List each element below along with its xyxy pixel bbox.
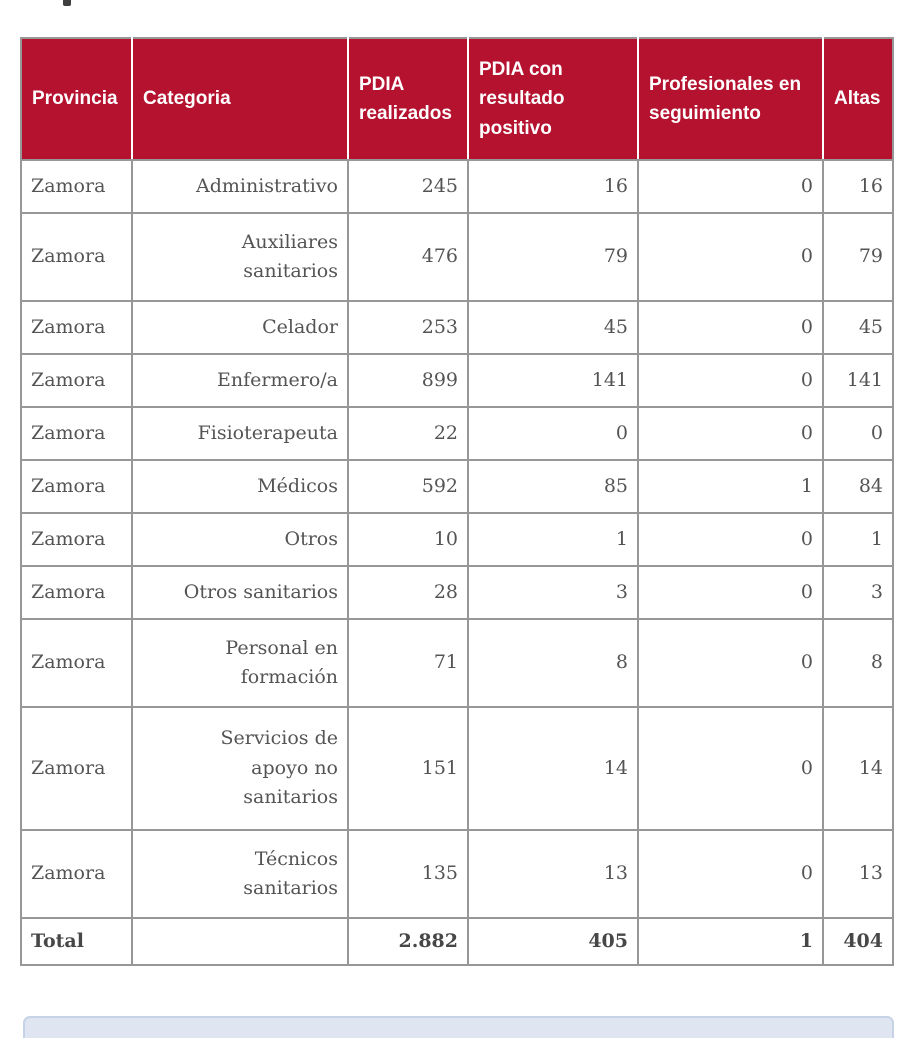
cell-pdia_realizados: 476 [348,213,468,301]
cell-seguimiento: 0 [638,160,823,213]
cell-provincia: Zamora [21,513,132,566]
table-row [21,407,893,460]
cell-seguimiento: 0 [638,513,823,566]
cell-categoria: Fisioterapeuta [132,407,348,460]
cell-categoria: Servicios de apoyo no sanitarios [132,707,348,830]
cell-altas: 8 [823,619,893,707]
table-row [21,301,893,354]
cell-pdia_realizados: 245 [348,160,468,213]
collapsed-panel[interactable] [23,1016,894,1038]
cell-pdia_realizados: 151 [348,707,468,830]
total-cell-seguimiento: 1 [638,918,823,965]
cell-altas: 79 [823,213,893,301]
cell-pdia_positivo: 85 [468,460,638,513]
cell-pdia_positivo: 141 [468,354,638,407]
cell-categoria: Administrativo [132,160,348,213]
cell-pdia_positivo: 14 [468,707,638,830]
cell-pdia_realizados: 135 [348,830,468,918]
cell-altas: 3 [823,566,893,619]
table-row [21,707,893,830]
cell-pdia_positivo: 16 [468,160,638,213]
cell-provincia: Zamora [21,707,132,830]
total-cell-categoria [132,918,348,965]
cell-provincia: Zamora [21,407,132,460]
total-cell-altas: 404 [823,918,893,965]
table-header-row [21,38,893,160]
column-header-categoria: Categoria [132,38,348,160]
column-header-pdia_realizados: PDIA realizados [348,38,468,160]
cell-seguimiento: 0 [638,830,823,918]
cell-provincia: Zamora [21,354,132,407]
column-header-seguimiento: Profesionales en seguimiento [638,38,823,160]
cell-seguimiento: 0 [638,407,823,460]
cell-pdia_realizados: 10 [348,513,468,566]
total-cell-provincia: Total [21,918,132,965]
table-row [21,830,893,918]
cell-altas: 45 [823,301,893,354]
cell-altas: 0 [823,407,893,460]
cell-pdia_positivo: 45 [468,301,638,354]
cell-seguimiento: 0 [638,301,823,354]
pdia-results-table [20,37,894,966]
cell-provincia: Zamora [21,160,132,213]
column-header-provincia: Provincia [21,38,132,160]
cell-pdia_positivo: 79 [468,213,638,301]
cell-pdia_realizados: 28 [348,566,468,619]
cell-seguimiento: 0 [638,566,823,619]
cell-provincia: Zamora [21,830,132,918]
cell-categoria: Auxiliares sanitarios [132,213,348,301]
cell-pdia_positivo: 8 [468,619,638,707]
column-header-pdia_positivo: PDIA con resultado positivo [468,38,638,160]
cell-altas: 1 [823,513,893,566]
table-row [21,619,893,707]
cell-altas: 13 [823,830,893,918]
table-row [21,460,893,513]
cell-provincia: Zamora [21,566,132,619]
cell-pdia_realizados: 253 [348,301,468,354]
cell-pdia_positivo: 13 [468,830,638,918]
cell-pdia_positivo: 3 [468,566,638,619]
total-cell-pdia_positivo: 405 [468,918,638,965]
cell-provincia: Zamora [21,213,132,301]
table-row [21,160,893,213]
cell-categoria: Otros [132,513,348,566]
cell-provincia: Zamora [21,301,132,354]
cell-pdia_realizados: 899 [348,354,468,407]
cell-altas: 14 [823,707,893,830]
cell-pdia_realizados: 592 [348,460,468,513]
cell-altas: 16 [823,160,893,213]
table-row [21,566,893,619]
cell-categoria: Técnicos sanitarios [132,830,348,918]
cell-pdia_realizados: 71 [348,619,468,707]
cell-altas: 84 [823,460,893,513]
cell-seguimiento: 0 [638,619,823,707]
cell-provincia: Zamora [21,619,132,707]
cell-categoria: Otros sanitarios [132,566,348,619]
cell-seguimiento: 1 [638,460,823,513]
cell-categoria: Celador [132,301,348,354]
column-header-altas: Altas [823,38,893,160]
cell-categoria: Personal en formación [132,619,348,707]
clipped-text-fragment [63,0,71,6]
cell-categoria: Enfermero/a [132,354,348,407]
cell-seguimiento: 0 [638,213,823,301]
table-row [21,513,893,566]
total-cell-pdia_realizados: 2.882 [348,918,468,965]
table-total-row [21,918,893,965]
cell-provincia: Zamora [21,460,132,513]
table-row [21,354,893,407]
table-row [21,213,893,301]
cell-categoria: Médicos [132,460,348,513]
cell-altas: 141 [823,354,893,407]
cell-pdia_positivo: 0 [468,407,638,460]
cell-seguimiento: 0 [638,354,823,407]
cell-pdia_positivo: 1 [468,513,638,566]
cell-pdia_realizados: 22 [348,407,468,460]
cell-seguimiento: 0 [638,707,823,830]
